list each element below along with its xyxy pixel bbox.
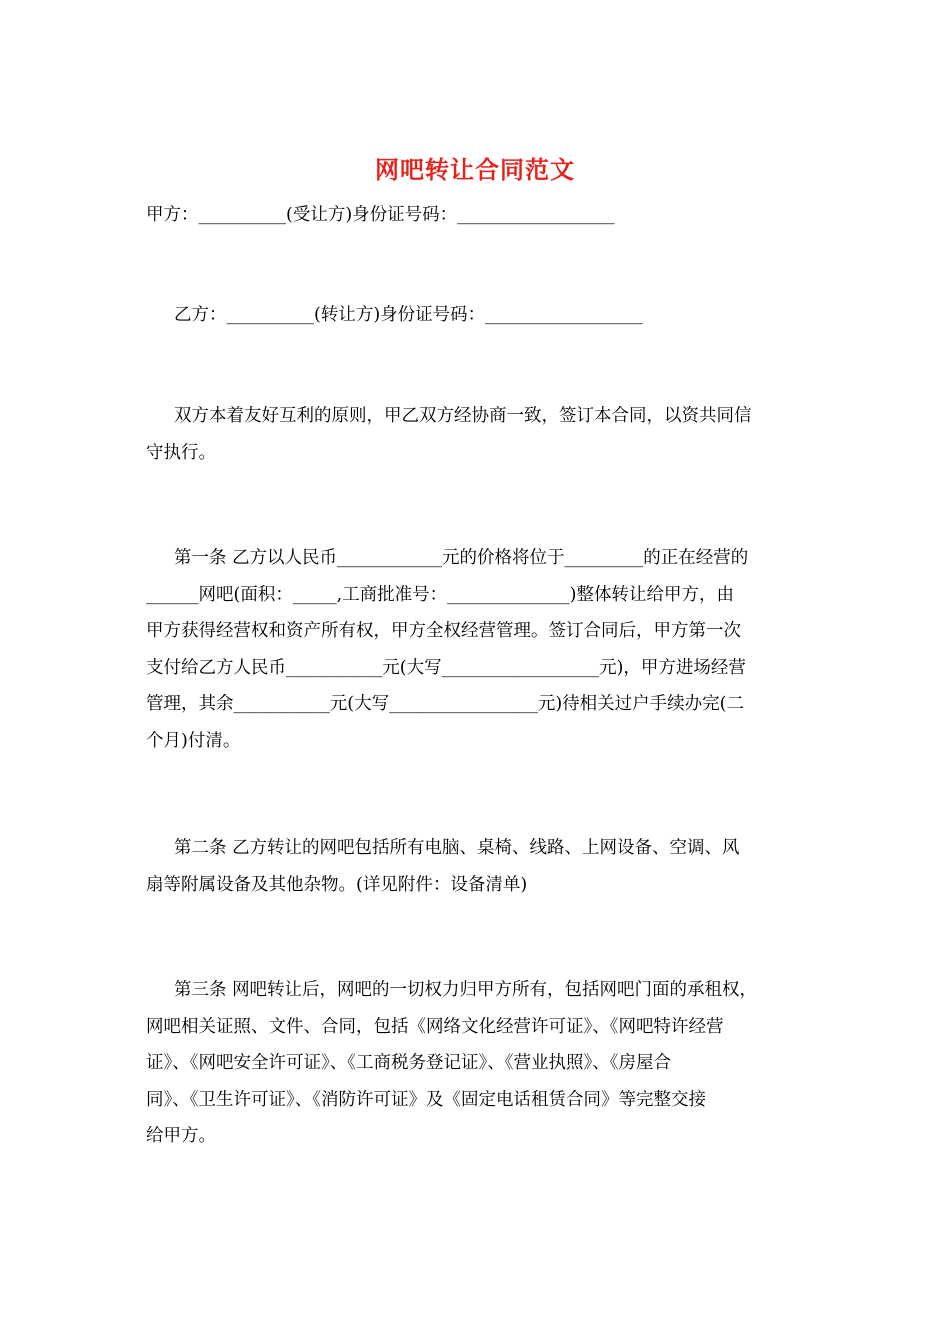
article-1-line: 支付给乙方人民币___________元(大写__________________元)，甲方进场经营 xyxy=(146,657,746,678)
article-1-line: 甲方获得经营权和资产所有权，甲方全权经营管理。签订合同后，甲方第一次 xyxy=(146,621,741,641)
article-1-line: 个月)付清。 xyxy=(146,730,241,751)
article-2-line: 扇等附属设备及其他杂物。(详见附件：设备清单) xyxy=(146,874,528,895)
article-3-line: 证》、《网吧安全许可证》、《工商税务登记证》、《营业执照》、《房屋合 xyxy=(146,1053,671,1073)
article-1-line: 管理，其余___________元(大写_________________元)待相关过户手续办完(二 xyxy=(146,694,744,714)
article-3-line: 给甲方。 xyxy=(146,1126,216,1146)
article-3-line: 第三条 网吧转让后，网吧的一切权力归甲方所有，包括网吧门面的承租权， xyxy=(174,980,758,1000)
party-b-line: 乙方：__________(转让方)身份证号码：__________________ xyxy=(174,305,643,325)
article-2-line: 第二条 乙方转让的网吧包括所有电脑、桌椅、线路、上网设备、空调、风 xyxy=(174,838,740,858)
party-a-line: 甲方：__________(受让方)身份证号码：__________________ xyxy=(146,205,615,225)
intro-paragraph xyxy=(146,398,806,471)
article-1-line: 第一条 乙方以人民币____________元的价格将位于_________的正在经营的 xyxy=(174,548,749,568)
article-3-line: 同》、《卫生许可证》、《消防许可证》及《固定电话租赁合同》等完整交接 xyxy=(146,1089,706,1110)
document-title: 网吧转让合同范文 xyxy=(375,155,575,184)
intro-line: 双方本着友好互利的原则，甲乙双方经协商一致，签订本合同，以资共同信 xyxy=(174,406,752,426)
article-1-paragraph xyxy=(146,540,806,759)
article-2-paragraph xyxy=(146,830,806,903)
intro-line: 守执行。 xyxy=(146,442,216,463)
article-3-line: 网吧相关证照、文件、合同，包括《网络文化经营许可证》、《网吧特许经营 xyxy=(146,1016,724,1037)
article-3-paragraph xyxy=(146,972,806,1155)
article-1-line: ______网吧(面积：_____,工商批准号：______________)整体转让给甲方，由 xyxy=(146,584,734,605)
